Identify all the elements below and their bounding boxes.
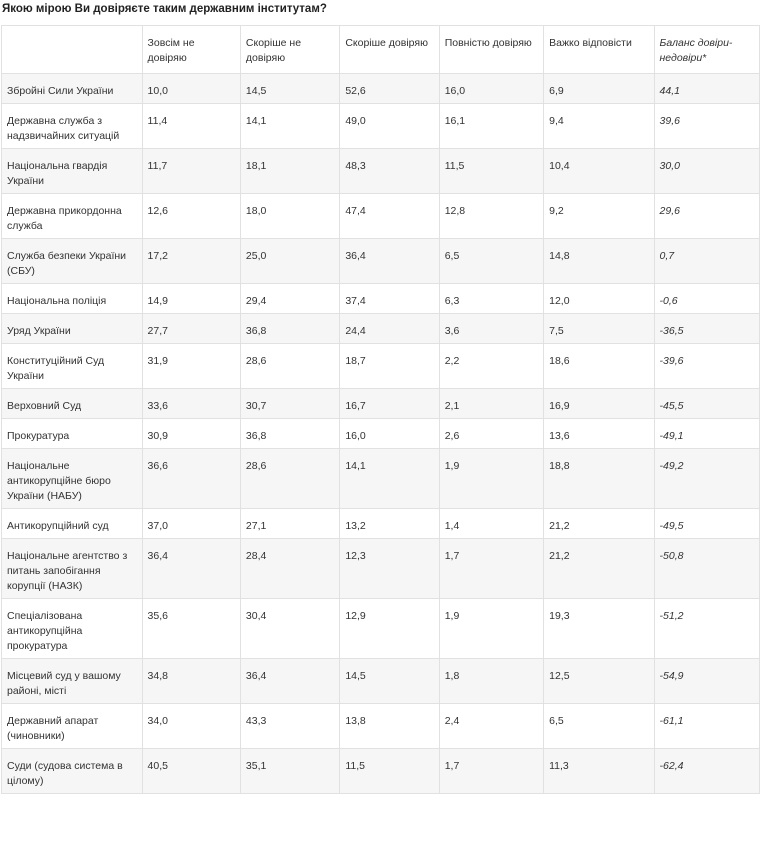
fully-trust-cell: 2,1 [439, 389, 543, 419]
trust-balance-cell: 30,0 [654, 149, 759, 194]
rather-trust-cell: 48,3 [340, 149, 439, 194]
fully-trust-cell: 6,3 [439, 284, 543, 314]
hard-to-say-cell: 21,2 [544, 509, 654, 539]
not-trust-at-all-cell: 31,9 [142, 344, 240, 389]
rather-not-trust-cell: 28,4 [240, 539, 339, 599]
rather-trust-cell: 14,5 [340, 659, 439, 704]
hard-to-say-cell: 6,9 [544, 74, 654, 104]
rather-trust-cell: 24,4 [340, 314, 439, 344]
rather-not-trust-cell: 18,0 [240, 194, 339, 239]
not-trust-at-all-cell: 11,7 [142, 149, 240, 194]
fully-trust-cell: 1,9 [439, 599, 543, 659]
rather-trust-cell: 37,4 [340, 284, 439, 314]
trust-balance-cell: -50,8 [654, 539, 759, 599]
header-cell-fully-trust: Повністю довіряю [439, 26, 543, 74]
table-row [2, 539, 760, 599]
table-row [2, 314, 760, 344]
fully-trust-cell: 2,2 [439, 344, 543, 389]
fully-trust-cell: 2,6 [439, 419, 543, 449]
rather-trust-cell: 52,6 [340, 74, 439, 104]
hard-to-say-cell: 9,2 [544, 194, 654, 239]
fully-trust-cell: 1,4 [439, 509, 543, 539]
institution-cell: Державна прикордонна служба [2, 194, 143, 239]
not-trust-at-all-cell: 17,2 [142, 239, 240, 284]
rather-not-trust-cell: 14,5 [240, 74, 339, 104]
hard-to-say-cell: 12,0 [544, 284, 654, 314]
institution-cell: Національна гвардія України [2, 149, 143, 194]
rather-not-trust-cell: 36,8 [240, 314, 339, 344]
rather-not-trust-cell: 36,8 [240, 419, 339, 449]
fully-trust-cell: 1,7 [439, 539, 543, 599]
hard-to-say-cell: 21,2 [544, 539, 654, 599]
institution-cell: Національна поліція [2, 284, 143, 314]
table-row [2, 704, 760, 749]
table-row [2, 194, 760, 239]
not-trust-at-all-cell: 35,6 [142, 599, 240, 659]
rather-not-trust-cell: 43,3 [240, 704, 339, 749]
institution-cell: Спеціалізована антикорупційна прокуратура [2, 599, 143, 659]
rather-trust-cell: 11,5 [340, 749, 439, 794]
rather-not-trust-cell: 36,4 [240, 659, 339, 704]
table-row [2, 104, 760, 149]
not-trust-at-all-cell: 14,9 [142, 284, 240, 314]
trust-balance-cell: -49,5 [654, 509, 759, 539]
table-row [2, 599, 760, 659]
institution-cell: Уряд України [2, 314, 143, 344]
header-cell-institution [2, 26, 143, 74]
trust-balance-cell: -61,1 [654, 704, 759, 749]
rather-trust-cell: 49,0 [340, 104, 439, 149]
not-trust-at-all-cell: 30,9 [142, 419, 240, 449]
fully-trust-cell: 16,0 [439, 74, 543, 104]
rather-not-trust-cell: 25,0 [240, 239, 339, 284]
institution-cell: Антикорупційний суд [2, 509, 143, 539]
table-row [2, 659, 760, 704]
fully-trust-cell: 1,9 [439, 449, 543, 509]
fully-trust-cell: 3,6 [439, 314, 543, 344]
header-cell-rather-not-trust: Скоріше не довіряю [240, 26, 339, 74]
hard-to-say-cell: 11,3 [544, 749, 654, 794]
trust-balance-cell: -49,2 [654, 449, 759, 509]
hard-to-say-cell: 12,5 [544, 659, 654, 704]
table-row [2, 389, 760, 419]
not-trust-at-all-cell: 10,0 [142, 74, 240, 104]
hard-to-say-cell: 6,5 [544, 704, 654, 749]
trust-balance-cell: -62,4 [654, 749, 759, 794]
trust-balance-cell: -39,6 [654, 344, 759, 389]
table-row [2, 239, 760, 284]
fully-trust-cell: 11,5 [439, 149, 543, 194]
rather-trust-cell: 12,3 [340, 539, 439, 599]
table-header-row [2, 26, 760, 74]
table-title: Якою мірою Ви довіряєте таким державним інститутам? [2, 3, 327, 15]
fully-trust-cell: 16,1 [439, 104, 543, 149]
institution-cell: Національне агентство з питань запобігання корупції (НАЗК) [2, 539, 143, 599]
hard-to-say-cell: 18,8 [544, 449, 654, 509]
header-cell-trust-balance: Баланс довіри-недовіри* [654, 26, 759, 74]
rather-not-trust-cell: 14,1 [240, 104, 339, 149]
rather-not-trust-cell: 35,1 [240, 749, 339, 794]
institution-cell: Державна служба з надзвичайних ситуацій [2, 104, 143, 149]
trust-balance-cell: 29,6 [654, 194, 759, 239]
rather-not-trust-cell: 28,6 [240, 344, 339, 389]
rather-trust-cell: 13,2 [340, 509, 439, 539]
not-trust-at-all-cell: 34,8 [142, 659, 240, 704]
hard-to-say-cell: 10,4 [544, 149, 654, 194]
trust-balance-cell: 39,6 [654, 104, 759, 149]
institution-cell: Прокуратура [2, 419, 143, 449]
hard-to-say-cell: 14,8 [544, 239, 654, 284]
trust-balance-cell: -51,2 [654, 599, 759, 659]
hard-to-say-cell: 16,9 [544, 389, 654, 419]
hard-to-say-cell: 7,5 [544, 314, 654, 344]
fully-trust-cell: 1,8 [439, 659, 543, 704]
rather-not-trust-cell: 30,7 [240, 389, 339, 419]
not-trust-at-all-cell: 40,5 [142, 749, 240, 794]
institution-cell: Державний апарат (чиновники) [2, 704, 143, 749]
rather-trust-cell: 12,9 [340, 599, 439, 659]
trust-balance-cell: -45,5 [654, 389, 759, 419]
header-cell-not-trust-at-all: Зовсім не довіряю [142, 26, 240, 74]
table-row [2, 449, 760, 509]
fully-trust-cell: 2,4 [439, 704, 543, 749]
institution-cell: Місцевий суд у вашому районі, місті [2, 659, 143, 704]
table-row [2, 419, 760, 449]
table-row [2, 509, 760, 539]
rather-trust-cell: 18,7 [340, 344, 439, 389]
table-row [2, 284, 760, 314]
not-trust-at-all-cell: 33,6 [142, 389, 240, 419]
not-trust-at-all-cell: 34,0 [142, 704, 240, 749]
rather-not-trust-cell: 27,1 [240, 509, 339, 539]
institution-cell: Збройні Сили України [2, 74, 143, 104]
rather-trust-cell: 16,7 [340, 389, 439, 419]
rather-trust-cell: 13,8 [340, 704, 439, 749]
header-cell-hard-to-say: Важко відповісти [544, 26, 654, 74]
rather-trust-cell: 14,1 [340, 449, 439, 509]
header-cell-rather-trust: Скоріше довіряю [340, 26, 439, 74]
trust-table [1, 25, 760, 794]
institution-cell: Національне антикорупційне бюро України (НАБУ) [2, 449, 143, 509]
trust-balance-cell: 0,7 [654, 239, 759, 284]
rather-trust-cell: 16,0 [340, 419, 439, 449]
hard-to-say-cell: 13,6 [544, 419, 654, 449]
institution-cell: Конституційний Суд України [2, 344, 143, 389]
trust-balance-cell: -54,9 [654, 659, 759, 704]
table-row [2, 344, 760, 389]
rather-trust-cell: 36,4 [340, 239, 439, 284]
institution-cell: Служба безпеки України (СБУ) [2, 239, 143, 284]
fully-trust-cell: 6,5 [439, 239, 543, 284]
not-trust-at-all-cell: 36,6 [142, 449, 240, 509]
fully-trust-cell: 12,8 [439, 194, 543, 239]
rather-trust-cell: 47,4 [340, 194, 439, 239]
not-trust-at-all-cell: 11,4 [142, 104, 240, 149]
not-trust-at-all-cell: 36,4 [142, 539, 240, 599]
rather-not-trust-cell: 18,1 [240, 149, 339, 194]
institution-cell: Суди (судова система в цілому) [2, 749, 143, 794]
hard-to-say-cell: 9,4 [544, 104, 654, 149]
not-trust-at-all-cell: 37,0 [142, 509, 240, 539]
hard-to-say-cell: 18,6 [544, 344, 654, 389]
trust-balance-cell: -49,1 [654, 419, 759, 449]
hard-to-say-cell: 19,3 [544, 599, 654, 659]
table-row [2, 74, 760, 104]
trust-balance-cell: 44,1 [654, 74, 759, 104]
rather-not-trust-cell: 28,6 [240, 449, 339, 509]
rather-not-trust-cell: 29,4 [240, 284, 339, 314]
not-trust-at-all-cell: 12,6 [142, 194, 240, 239]
fully-trust-cell: 1,7 [439, 749, 543, 794]
institution-cell: Верховний Суд [2, 389, 143, 419]
rather-not-trust-cell: 30,4 [240, 599, 339, 659]
trust-balance-cell: -36,5 [654, 314, 759, 344]
trust-balance-cell: -0,6 [654, 284, 759, 314]
table-row [2, 149, 760, 194]
not-trust-at-all-cell: 27,7 [142, 314, 240, 344]
table-row [2, 749, 760, 794]
